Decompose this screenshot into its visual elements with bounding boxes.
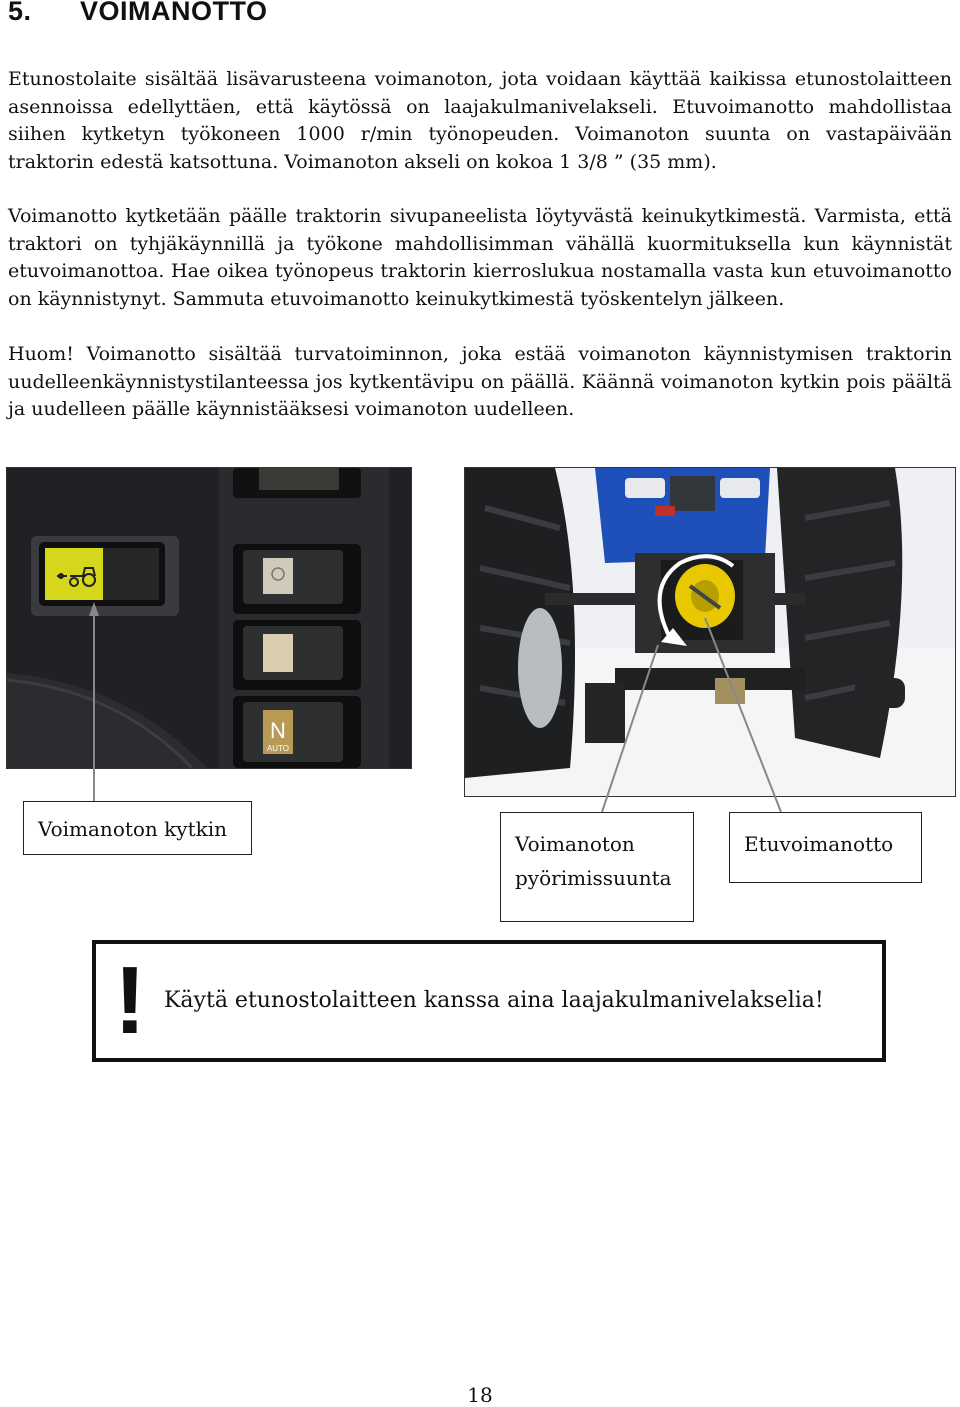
switch-panel-photo bbox=[6, 467, 412, 769]
paragraph-activation: Voimanotto kytketään päälle traktorin sivupaneelista löytyvästä keinukytkimestä. Varmista, että traktori on tyhjäkäynnillä ja työkone mahdollisimman vähällä kuormituksella kun käynnistät etuvoimanottoa. Hae oikea työnopeus traktorin kierroslukua nostamalla vasta kun etuvoimanotto on käynnistynyt. Sammuta etuvoimanotto keinukytkimestä työskentelyn jälkeen. bbox=[8, 205, 952, 310]
callout-pto-switch-label: Voimanoton kytkin bbox=[38, 817, 228, 841]
auto-switch-sublabel: AUTO bbox=[266, 744, 290, 753]
callout-front-pto-label: Etuvoimanotto bbox=[744, 832, 894, 856]
callout-front-pto bbox=[729, 812, 922, 883]
section-title: VOIMANOTTO bbox=[80, 0, 268, 26]
warning-text: Käytä etunostolaitteen kanssa aina laajakulmanivelakselia! bbox=[164, 988, 824, 1013]
paragraph-note: Huom! Voimanotto sisältää turvatoiminnon, joka estää voimanoton käynnistymisen traktorin uudelleenkäynnistystilanteessa jos kytkentävipu on päällä. Käännä voimanoton kytkin pois päältä ja uudelleen päälle käynnistääksesi voimanoton uudelleen. bbox=[8, 343, 952, 420]
warning-box bbox=[92, 940, 886, 1062]
paragraph-intro: Etunostolaite sisältää lisävarusteena voimanoton, jota voidaan käyttää kaikissa etunostolaitteen asennoissa edellyttäen, että käytössä on laajakulmanivelakseli. Etuvoimanotto mahdollistaa siihen kytketyn työkoneen 1000 r/min työnopeuden. Voimanoton suunta on vastapäivään traktorin edestä katsottuna. Voimanoton akseli on kokoa 1 3/8 ” (35 mm). bbox=[8, 68, 952, 173]
page-number: 18 bbox=[467, 1383, 493, 1407]
auto-switch-letter: N bbox=[270, 718, 286, 743]
callout-direction-line1: Voimanoton bbox=[515, 832, 635, 856]
callout-rotation-direction bbox=[500, 812, 694, 922]
callout-pto-switch bbox=[23, 801, 252, 855]
section-number: 5. bbox=[8, 0, 32, 26]
section-heading bbox=[8, 0, 268, 27]
callout-direction-line2: pyörimissuunta bbox=[515, 866, 672, 890]
switch-panel-illustration bbox=[7, 468, 411, 768]
warning-exclamation-icon: ! bbox=[114, 947, 146, 1054]
tractor-front-photo bbox=[464, 467, 956, 797]
tractor-front-illustration bbox=[465, 468, 955, 796]
